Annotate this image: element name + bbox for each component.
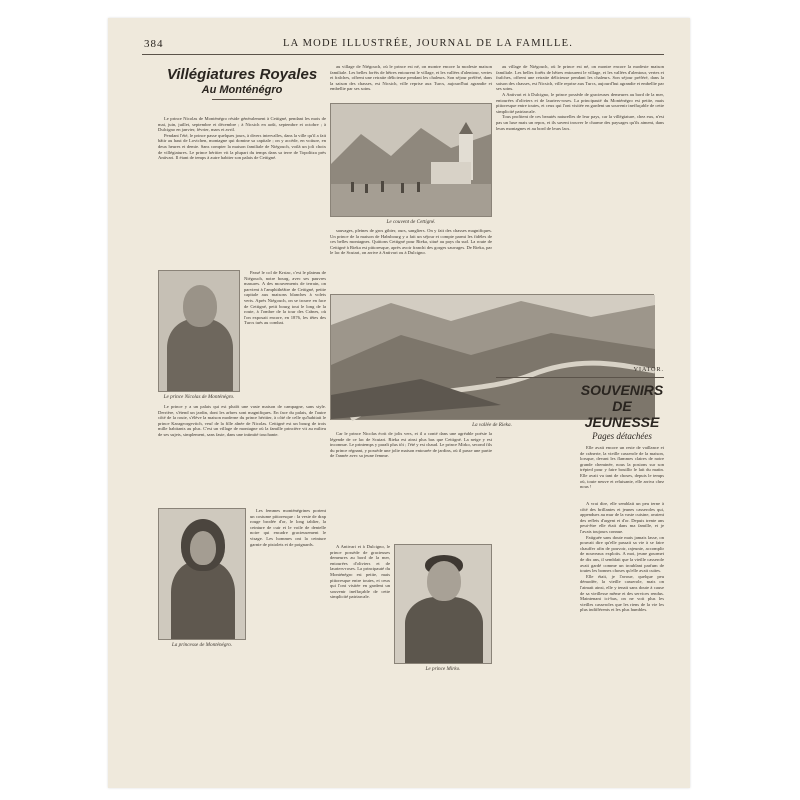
article-text-block bbox=[158, 404, 326, 504]
article-text-block bbox=[244, 270, 326, 400]
convent-landscape-illustration bbox=[331, 104, 491, 216]
article-text-block bbox=[158, 116, 326, 266]
article-lead: Le prince Nicolas de Monténégro réside généralement à Cettigné, pendant les mois de mai, juin, juillet, septembre et décembre ; à Nicsich en août, septembre et octobre ; à Dulcigno en janvier, février, mars et avril. bbox=[158, 116, 326, 133]
article-paragraph: Le prince y a un palais qui est plutôt une vaste maison de campagne, sans style. Derrière, s'étend un jardin, dont les arbres sont magnifiques. En face du palais, de l'autre côté de la route, s'élève la maison moderne du prince héritier, à côté de celle qu'habitait le prince Karageorgevitch, veuf de la fille aînée de Nicolas. Cettigné est un bourg de trois mille habitants au plus. C'est un village de montagne où la famille princière vit au milieu de ses sujets, simplement, sans faste, dans une intimité touchante. bbox=[158, 404, 326, 437]
article-text-block bbox=[330, 431, 492, 541]
figure-convent bbox=[330, 103, 492, 225]
figure-caption: Le couvent de Cettigné. bbox=[386, 219, 436, 225]
column-middle bbox=[330, 64, 512, 772]
article-paragraph: au village de Niégouch, où le prince est né, on montre encore la modeste maison familiale. Les belles forêts de hêtres entourent le village, et les vallées d'alentour, vertes et fraîches, offrent une retraite délicieuse pendant les chaleurs. Son séjour préféré, dans la saison des chasses, est Nicsich, ville reprise aux Turcs, aujourd'hui agrandie et embellie par ses soins. bbox=[496, 64, 664, 92]
article-paragraph: A Antivari et à Dulcigno, le prince possède de gracieuses demeures au bord de la mer, entourées d'oliviers et de lauriers-roses. La principauté du Monténégro est petite, mais pittoresque entre toutes, et ceux qui l'ont visitée en gardent un souvenir ineffaçable de cette simplicité patriarcale. bbox=[496, 91, 664, 114]
portrait-figure bbox=[171, 561, 235, 639]
article-paragraph: Car le prince Nicolas écrit de jolis vers, et il a conté dans une agréable poésie la légende de ce lac de Scutari. Rieka est ainsi plus bas que Cettigné. La neige y est inconnue. Le printemps y paraît plus tôt ; l'été y est chaud. Le prince Mirko, second fils du prince régnant, y possède une jolie maison entourée de jardins, où il passe une partie de l'année avec sa jeune femme. bbox=[330, 431, 492, 459]
article-text-block bbox=[330, 228, 492, 290]
souvenirs-section bbox=[580, 382, 664, 499]
article-signature: VIATOR. bbox=[633, 367, 664, 373]
souvenirs-subtitle: Pages détachées bbox=[592, 431, 652, 441]
article-subtitle: Au Monténégro bbox=[201, 84, 283, 96]
figure-caption: La princesse de Monténégro. bbox=[171, 642, 233, 648]
photo-convent-cettigne bbox=[330, 103, 492, 217]
article-paragraph: Les femmes monténégrines portent un costume pittoresque : la veste de drap rouge brodée d'or, le long tablier, la ceinture de cuir et le voile de dentelle noire qui encadre gracieusement le visage. Les hommes ont la ceinture garnie de pistolets et de poignards. bbox=[250, 508, 326, 547]
souvenirs-paragraph: Fatiguée sans doute mais jamais lasse, on pouvait dire qu'elle passait sa vie à se faire chauffer afin de pouvoir, rajeunie, accomplir de nouveaux exploits. A moi, jeune gourmet de dix ans, il semblait que la vieille casserole avait gardé comme un troublant parfum de toutes les bonnes choses qu'elle avait cuites. bbox=[580, 534, 664, 574]
souvenirs-paragraph: Elle avait encore un reste de vaillance et de crânerie, la vieille casserole de la maison, lorsque, devant les flammes claires de notre grande cheminée, nous la posions sur son trépied pour y faire bouillir le lait du matin. Elle avait vu tant de choses, depuis le temps où, toute neuve et reluisante, elle arriva chez nous ! bbox=[580, 445, 664, 490]
section-rule bbox=[496, 377, 664, 378]
figure-caption: Le prince Mirko. bbox=[425, 666, 461, 672]
figure-princess bbox=[158, 508, 246, 648]
page-header bbox=[108, 18, 690, 58]
article-text-block bbox=[330, 544, 390, 694]
article-text-block bbox=[496, 64, 664, 364]
figure-caption: La vallée de Rieka. bbox=[472, 422, 512, 428]
article-paragraph: Passé le col de Krstac, c'est le plateau de Niégouch, notre bourg, avec ses pauvres masures. A des mouvements de terrain, on parvient à l'amphithéâtre de Cettigné, petite capitale aux maisons blanches à volets verts. Après Niégouch, on se trouve en face de Cettigné, petit bourg tout le long de la route, à l'ombre de la tour des Crânes, où l'on exposait encore, en 1876, les têtes des Turcs tués au combat. bbox=[244, 270, 326, 326]
figure-prince-mirko bbox=[394, 544, 492, 694]
article-title: Villégiatures Royales bbox=[166, 66, 318, 83]
souvenirs-text-block bbox=[580, 445, 664, 499]
article-paragraph: au village de Niégouch, où le prince est né, on montre encore la modeste maison familiale. Les belles forêts de hêtres entourent le village, et les vallées d'alentour, vertes et fraîches, offrent une retraite délicieuse pendant les chaleurs. Son séjour préféré, dans la saison des chasses, est Nicsich, ville reprise aux Turcs, aujourd'hui agrandie et embellie par ses soins. bbox=[330, 64, 492, 92]
article-text-block bbox=[330, 64, 492, 100]
title-rule bbox=[212, 99, 272, 100]
portrait-figure bbox=[405, 597, 483, 663]
figure-caption: Le prince Nicolas de Monténégro. bbox=[163, 394, 235, 400]
souvenirs-paragraph: A vrai dire, elle semblait un peu terne à côté des brillantes et jeunes casseroles qui, appendues au mur de la vaste cuisine, avaient des reflets d'argent et d'or. Depuis trente ans peut-être elle était dans ma famille, et je l'avais toujours connue. bbox=[580, 501, 664, 534]
header-rule bbox=[142, 54, 664, 55]
page-number: 384 bbox=[144, 38, 164, 50]
souvenirs-paragraph: Elle était, je l'avoue, quelque peu démodée, la vieille casserole, mais on l'aimait ainsi, elle y tenait sans doute à cause de sa vieillesse même et des services rendus. Maintenant ici-bas, on ne voit plus les vieilles casseroles que les riens de la vie les plus indifférents et les plus humbles. bbox=[580, 573, 664, 613]
article-paragraph: A Antivari et à Dulcigno, le prince possède de gracieuses demeures au bord de la mer, entourées d'oliviers et de lauriers-roses. La principauté du Monténégro est petite, mais pittoresque entre toutes, et ceux qui l'ont visitée en gardent un souvenir ineffaçable de cette simplicité patriarcale. bbox=[330, 544, 390, 600]
column-right bbox=[496, 64, 664, 772]
portrait-figure bbox=[167, 319, 233, 391]
article-text-block bbox=[250, 508, 326, 648]
portrait-face bbox=[427, 561, 461, 601]
column-left bbox=[158, 64, 326, 772]
article-paragraph: Pendant l'été, le prince passe quelques jours, à divers intervalles, dans la ville qu'il a fait bâtir au haut de Lovtchen, montagne qui domine sa capitale ; on y accède, en voiture, en deux heures et demie. Sans compter la maison familiale de Niégouch, voilà un joli choix de villégiatures. Le prince héritier vit la plupart du temps dans sa terre de Topolitza près Antivari. Il étant de temps à autre habiter son palais de Cettigné. bbox=[158, 132, 326, 161]
portrait-face bbox=[183, 285, 217, 327]
article-paragraph: Tous profitent de ces beautés naturelles de leur pays, car la villégiature, chez eux, n'est pas un luxe mais un repos, et ils savent trouver le charme des paysages qu'ils aiment, dans leurs montagnes et au bord de leurs lacs. bbox=[496, 114, 664, 131]
running-title: LA MODE ILLUSTRÉE, JOURNAL DE LA FAMILLE. bbox=[283, 38, 574, 49]
portrait-face bbox=[190, 531, 216, 565]
portrait-prince-nicolas bbox=[158, 270, 240, 392]
souvenirs-text-block bbox=[580, 501, 664, 741]
magazine-page bbox=[108, 18, 690, 788]
article-title-block bbox=[158, 66, 326, 116]
portrait-prince-mirko bbox=[394, 544, 492, 664]
souvenirs-title: SOUVENIRS DE JEUNESSE bbox=[580, 382, 664, 430]
article-paragraph: sauvages, pleines de gros gibier, ours, sangliers. On y fait des chasses magnifiques. Un prince de la maison de Habsbourg y a fait un séjour et compte parmi les fidèles de ces belles montagnes. Quittons Cettigné pour Rieka, situé au pays du sud. La route de Cettigné à Rieka est pittoresque, après avoir franchi des gorges sauvages. De Rieka, par le lac de Scutari, on arrive à Antivari ou à Dulcigno. bbox=[330, 228, 492, 256]
portrait-princess bbox=[158, 508, 246, 640]
figure-prince-nicolas bbox=[158, 270, 240, 400]
